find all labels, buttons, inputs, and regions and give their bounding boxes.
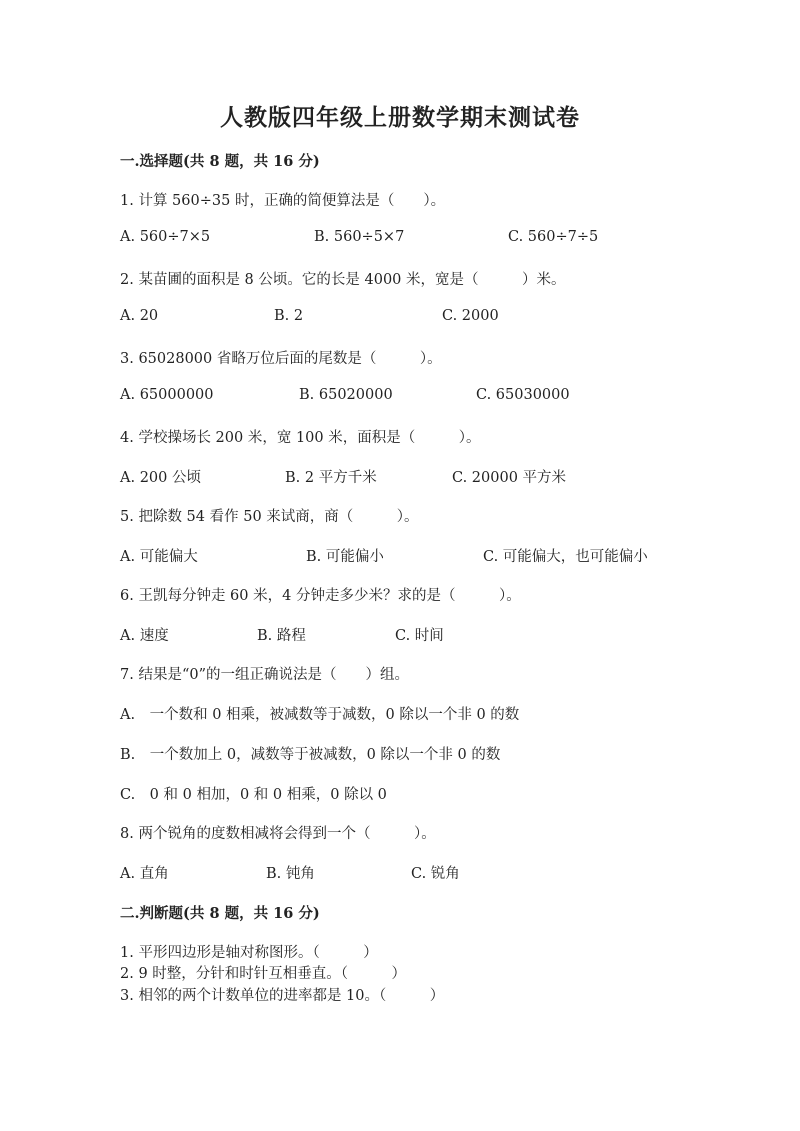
q7-option-a: A. 一个数和 0 相乘，被减数等于减数，0 除以一个非 0 的数 [120, 707, 520, 723]
q3-option-a: A. 65000000 [120, 387, 214, 403]
q3-option-c: C. 65030000 [476, 387, 570, 403]
q4-option-c: C. 20000 平方米 [452, 470, 567, 486]
question-1: 1. 计算 560÷35 时，正确的简便算法是（ ）。 [120, 193, 446, 209]
q4-option-a: A. 200 公顷 [120, 470, 201, 486]
q6-option-b: B. 路程 [257, 628, 306, 644]
q5-option-c: C. 可能偏大，也可能偏小 [483, 549, 648, 565]
q2-option-c: C. 2000 [442, 308, 499, 324]
q5-option-b: B. 可能偏小 [306, 549, 384, 565]
question-3: 3. 65028000 省略万位后面的尾数是（ ）。 [120, 351, 442, 367]
q7-option-b: B. 一个数加上 0，减数等于被减数，0 除以一个非 0 的数 [120, 747, 501, 763]
question-8: 8. 两个锐角的度数相减将会得到一个（ ）。 [120, 826, 436, 842]
judgement-question-1: 1. 平形四边形是轴对称图形。（ ） [120, 945, 378, 961]
q7-option-c: C. 0 和 0 相加，0 和 0 相乘，0 除以 0 [120, 787, 387, 803]
page-title: 人教版四年级上册数学期末测试卷 [220, 104, 580, 131]
question-5: 5. 把除数 54 看作 50 来试商，商（ ）。 [120, 509, 419, 525]
q2-option-a: A. 20 [120, 308, 159, 324]
q8-option-c: C. 锐角 [411, 866, 460, 882]
question-2: 2. 某苗圃的面积是 8 公顷。它的长是 4000 米，宽是（ ）米。 [120, 272, 566, 288]
question-7: 7. 结果是“0”的一组正确说法是（ ）组。 [120, 667, 409, 683]
q8-option-b: B. 钝角 [266, 866, 315, 882]
question-6: 6. 王凯每分钟走 60 米，4 分钟走多少米？求的是（ ）。 [120, 588, 521, 604]
q6-option-a: A. 速度 [120, 628, 169, 644]
q1-option-c: C. 560÷7÷5 [508, 229, 599, 245]
section-heading-choice: 一.选择题(共 8 题，共 16 分) [120, 153, 320, 170]
q6-option-c: C. 时间 [395, 628, 444, 644]
question-4: 4. 学校操场长 200 米，宽 100 米，面积是（ ）。 [120, 430, 481, 446]
q5-option-a: A. 可能偏大 [120, 549, 198, 565]
q1-option-b: B. 560÷5×7 [314, 229, 405, 245]
q8-option-a: A. 直角 [120, 866, 169, 882]
q4-option-b: B. 2 平方千米 [285, 470, 377, 486]
judgement-question-2: 2. 9 时整，分针和时针互相垂直。（ ） [120, 966, 407, 982]
judgement-question-3: 3. 相邻的两个计数单位的进率都是 10。（ ） [120, 988, 445, 1004]
q1-option-a: A. 560÷7×5 [120, 229, 211, 245]
q2-option-b: B. 2 [274, 308, 304, 324]
q3-option-b: B. 65020000 [299, 387, 393, 403]
section-heading-judgement: 二.判断题(共 8 题，共 16 分) [120, 905, 320, 922]
